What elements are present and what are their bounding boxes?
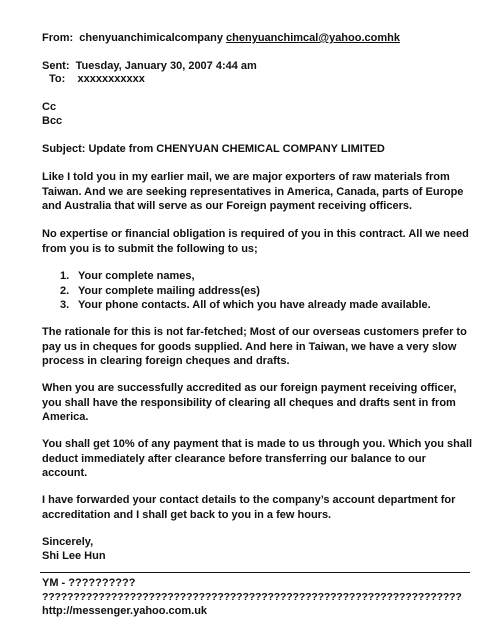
body-paragraph-3: The rationale for this is not far-fetched; Most of our overseas customers prefer to pay us in cheques for goods supplied. And here in Taiwan, we have a very slow process in clearing foreign cheques and drafts. [42, 326, 467, 367]
messenger-link[interactable]: http://messenger.yahoo.com.uk [42, 605, 208, 617]
signature: Shi Lee Hun [42, 550, 106, 562]
closing: Sincerely, [42, 536, 94, 548]
list-item: 3. Your phone contacts. All of which you have already made available. [60, 299, 431, 311]
body-paragraph-2: No expertise or financial obligation is required of you in this contract. All we need from you is to submit the following to us; [42, 228, 469, 255]
sent-value: Tuesday, January 30, 2007 4:44 am [75, 60, 257, 72]
subject-label: Subject: [42, 143, 86, 155]
list-item: 1. Your complete names, [60, 270, 195, 282]
list-item: 2. Your complete mailing address(es) [60, 284, 260, 297]
to-value: xxxxxxxxxxx [77, 73, 145, 85]
requirements-list [60, 269, 480, 313]
body-paragraph-1: Like I told you in my earlier mail, we are major exporters of raw materials from Taiwan. And we are seeking representatives in America, Canada, parts of Europe and Australia that will serve as our Foreign payment receiving officers. [42, 171, 464, 212]
question-marks-line: ??????????????????????????????????????????????????????????????????? [42, 591, 462, 603]
from-email-link[interactable]: chenyuanchimcal@yahoo.comhk [226, 32, 400, 44]
cc-label: Cc [42, 101, 57, 113]
sent-label: Sent: [42, 60, 70, 72]
from-label: From: [42, 32, 74, 44]
divider [40, 572, 470, 573]
to-label: To: [49, 73, 66, 85]
subject-line [42, 142, 385, 157]
subject-value: Update from CHENYUAN CHEMICAL COMPANY LIMITED [88, 143, 385, 155]
to-line [49, 72, 145, 87]
bcc-label: Bcc [42, 115, 63, 127]
body-paragraph-6: I have forwarded your contact details to the company’s account department for accreditation and I shall get back to you in a few hours. [42, 494, 456, 521]
ym-line: YM - ?????????? [42, 577, 136, 589]
body-paragraph-4: When you are successfully accredited as our foreign payment receiving officer, you shall have the responsibility of clearing all cheques and drafts sent in from America. [42, 382, 457, 423]
body-paragraph-5: You shall get 10% of any payment that is made to us through you. Which you shall deduct immediately after clearance before transferring our balance to our account. [42, 438, 473, 479]
from-line [42, 31, 400, 46]
from-name: chenyuanchimicalcompany [79, 32, 223, 44]
